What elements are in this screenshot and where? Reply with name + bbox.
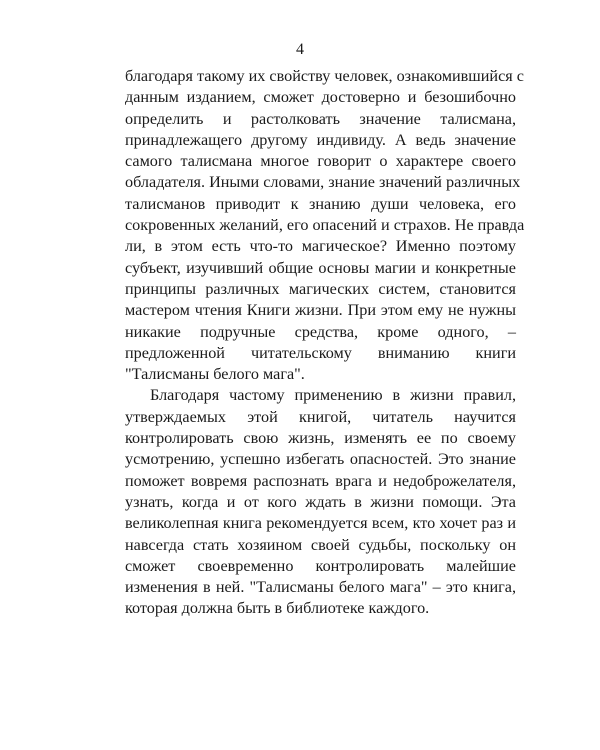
- text-line: узнать, когда и от кого ждать в жизни помощи. Эта: [125, 492, 516, 511]
- paragraph: [125, 385, 516, 619]
- paragraph: [125, 66, 525, 385]
- text-line: данным изданием, сможет достоверно и безошибочно: [125, 88, 516, 107]
- text-line: изменения в ней. "Талисманы белого мага" – это книга,: [125, 578, 516, 597]
- text-line: талисманов приводит к знанию души человека, его: [125, 194, 516, 213]
- text-line: самого талисмана многое говорит о характере своего: [125, 152, 516, 171]
- text-line: великолепная книга рекомендуется всем, кто хочет раз и: [125, 514, 516, 533]
- text-line: обладателя. Иными словами, знание значений различных: [125, 173, 521, 192]
- page-number: 4: [296, 41, 304, 58]
- body-text: [125, 66, 525, 620]
- text-line: мастером чтения Книги жизни. При этом ему не нужны: [125, 301, 516, 320]
- text-line: предложенной читательскому вниманию книги: [125, 343, 516, 362]
- text-line: ли, в этом есть что-то магическое? Именно поэтому: [125, 237, 516, 256]
- text-line: Благодаря частому применению в жизни правил,: [150, 386, 516, 405]
- text-line: утверждаемых этой книгой, читатель научится: [125, 407, 516, 426]
- text-line: навсегда стать хозяином своей судьбы, поскольку он: [125, 535, 516, 554]
- text-line: субъект, изучивший общие основы магии и конкретные: [125, 258, 516, 277]
- text-line: никакие подручные средства, кроме одного, –: [125, 322, 516, 341]
- text-line: усмотрению, успешно избегать опасностей. Это знание: [125, 450, 516, 469]
- text-line: контролировать свою жизнь, изменять ее по своему: [125, 429, 516, 448]
- text-line: определить и растолковать значение талисмана,: [125, 109, 516, 128]
- text-line: благодаря такому их свойству человек, ознакомившийся с: [125, 67, 524, 85]
- text-line: сокровенных желаний, его опасений и страхов. Не правда: [125, 216, 525, 235]
- text-line: сможет своевременно контролировать малейшие: [125, 556, 516, 575]
- text-line: "Талисманы белого мага".: [125, 365, 305, 384]
- text-line: поможет вовремя распознать врага и недоброжелателя,: [125, 471, 516, 490]
- text-line: принципы различных магических систем, становится: [125, 279, 516, 298]
- text-line: которая должна быть в библиотеке каждого.: [125, 599, 430, 618]
- text-line: принадлежащего другому индивиду. А ведь значение: [125, 130, 516, 149]
